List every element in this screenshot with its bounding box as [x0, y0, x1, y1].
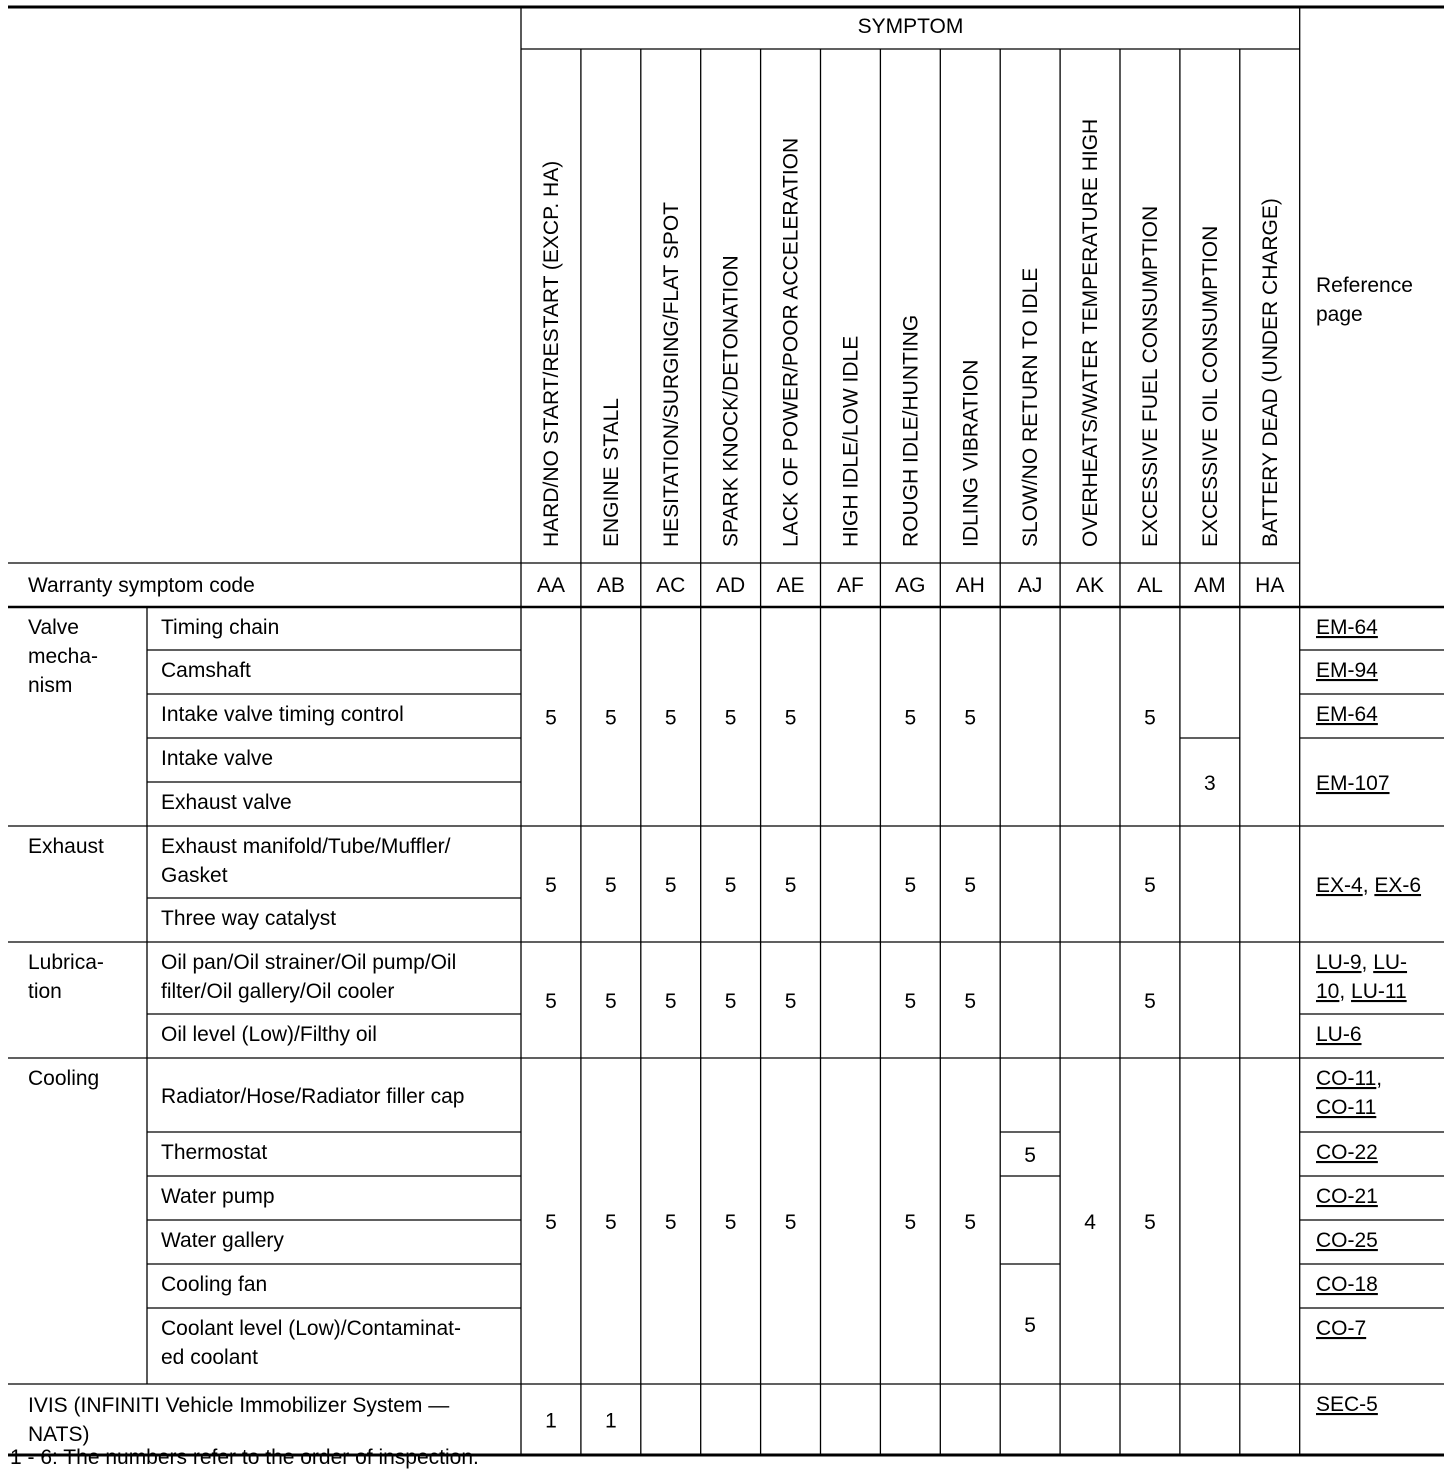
symptom-column-label: HARD/NO START/RESTART (EXCP. HA) — [539, 160, 563, 547]
sub-item-label: ed coolant — [161, 1346, 258, 1369]
warranty-code: AA — [536, 574, 565, 597]
reference-line — [1316, 874, 1421, 897]
inspection-order-value: 5 — [1024, 1314, 1036, 1337]
sub-item-label: Water pump — [161, 1185, 275, 1208]
sub-item-label: Radiator/Hose/Radiator filler cap — [161, 1085, 465, 1108]
warranty-code: AM — [1194, 574, 1226, 597]
inspection-order-value: 5 — [664, 874, 677, 897]
reference-link[interactable]: CO-18 — [1316, 1273, 1378, 1296]
inspection-order-value: 5 — [664, 990, 677, 1013]
warranty-code: AB — [596, 574, 625, 597]
inspection-order-value: 5 — [545, 1211, 557, 1234]
symptom-column-label: ROUGH IDLE/HUNTING — [899, 314, 923, 547]
reference-header: Reference — [1316, 274, 1413, 297]
inspection-order-value: 5 — [724, 990, 737, 1013]
group-label: Valve — [28, 616, 79, 639]
reference-separator: , — [1339, 980, 1352, 1003]
inspection-order-value: 5 — [724, 874, 737, 897]
group-label: Cooling — [28, 1067, 100, 1090]
warranty-label: Warranty symptom code — [28, 574, 255, 597]
reference-link[interactable]: CO-11 — [1316, 1096, 1377, 1119]
sub-item-label: Gasket — [161, 864, 228, 887]
group-label: Exhaust — [28, 835, 104, 858]
inspection-order-value: 5 — [1144, 874, 1156, 897]
warranty-code: AG — [895, 574, 926, 597]
reference-line — [1316, 1096, 1376, 1119]
reference-line — [1316, 1393, 1378, 1416]
inspection-order-value: 5 — [724, 1211, 737, 1234]
inspection-order-value: 5 — [904, 706, 917, 730]
sub-item-label: Exhaust manifold/Tube/Muffler/ — [161, 835, 451, 858]
warranty-code: AJ — [1017, 574, 1043, 597]
sub-item-label: Intake valve — [161, 747, 274, 770]
reference-separator: , — [1376, 1067, 1383, 1090]
reference-line — [1316, 703, 1378, 726]
symptom-column-label: ENGINE STALL — [599, 398, 623, 547]
inspection-order-value: 5 — [664, 706, 677, 730]
inspection-order-value: 5 — [605, 706, 617, 730]
reference-separator: , — [1361, 951, 1374, 974]
inspection-order-value: 5 — [1144, 706, 1156, 730]
reference-link[interactable]: CO-21 — [1316, 1185, 1378, 1208]
reference-line — [1316, 659, 1378, 682]
warranty-code: AF — [837, 574, 864, 597]
group-label: NATS) — [28, 1423, 90, 1446]
inspection-order-value: 5 — [784, 1211, 797, 1234]
reference-link[interactable]: LU- — [1373, 951, 1408, 974]
inspection-order-value: 3 — [1204, 772, 1216, 795]
reference-link[interactable]: LU-9 — [1316, 951, 1362, 974]
inspection-order-value: 5 — [904, 1211, 917, 1234]
inspection-order-value: 5 — [784, 706, 797, 730]
reference-link[interactable]: EM-107 — [1316, 772, 1390, 795]
symptom-column-label: OVERHEATS/WATER TEMPERATURE HIGH — [1079, 118, 1103, 547]
reference-line — [1316, 1229, 1378, 1252]
inspection-order-value: 5 — [605, 1211, 617, 1234]
inspection-order-value: 5 — [664, 1211, 677, 1234]
inspection-order-value: 5 — [1144, 1211, 1156, 1234]
reference-line — [1316, 772, 1390, 795]
symptom-column-label: HIGH IDLE/LOW IDLE — [839, 335, 863, 547]
inspection-order-value: 5 — [545, 990, 557, 1013]
symptom-column-label: EXCESSIVE FUEL CONSUMPTION — [1138, 205, 1162, 547]
symptom-column-label: SPARK KNOCK/DETONATION — [719, 255, 743, 547]
sub-item-label: Cooling fan — [161, 1273, 268, 1296]
reference-line — [1316, 980, 1407, 1003]
reference-link[interactable]: EM-64 — [1316, 703, 1378, 726]
sub-item-label: Oil level (Low)/Filthy oil — [161, 1023, 377, 1046]
group-label: Lubrica- — [28, 951, 104, 974]
warranty-code: AD — [716, 574, 746, 597]
sub-item-label: filter/Oil gallery/Oil cooler — [161, 980, 395, 1003]
symptom-column-label: LACK OF POWER/POOR ACCELERATION — [779, 137, 803, 547]
inspection-order-value: 5 — [964, 1211, 977, 1234]
reference-line — [1316, 1273, 1378, 1296]
reference-header: page — [1316, 303, 1363, 326]
inspection-order-value: 5 — [545, 874, 557, 897]
reference-link[interactable]: CO-7 — [1316, 1317, 1367, 1340]
sub-item-label: Intake valve timing control — [161, 703, 404, 726]
inspection-order-value: 5 — [545, 706, 557, 730]
reference-link[interactable]: LU-11 — [1351, 980, 1407, 1003]
inspection-order-value: 5 — [784, 874, 797, 897]
inspection-order-value: 5 — [964, 874, 977, 897]
table-text — [10, 15, 1421, 1469]
reference-link[interactable]: CO-22 — [1316, 1141, 1378, 1164]
inspection-order-value: 5 — [605, 990, 617, 1013]
reference-link[interactable]: EM-94 — [1316, 659, 1378, 682]
symptom-column-label: EXCESSIVE OIL CONSUMPTION — [1198, 225, 1222, 547]
inspection-order-value: 1 — [605, 1409, 617, 1433]
group-label: nism — [28, 674, 73, 697]
inspection-order-value: 5 — [605, 874, 617, 897]
reference-line — [1316, 1185, 1378, 1208]
reference-line — [1316, 1023, 1362, 1046]
symptom-column-label: SLOW/NO RETURN TO IDLE — [1019, 267, 1043, 547]
group-label: tion — [28, 980, 62, 1003]
sub-item-label: Thermostat — [161, 1141, 268, 1164]
warranty-code: AH — [955, 574, 985, 597]
sub-item-label: Three way catalyst — [161, 907, 337, 930]
inspection-order-value: 5 — [724, 706, 737, 730]
symptom-column-label: IDLING VIBRATION — [959, 359, 983, 547]
sub-item-label: Coolant level (Low)/Contaminat- — [161, 1317, 461, 1340]
warranty-code: AC — [656, 574, 686, 597]
footnote: 1 - 6: The numbers refer to the order of inspection. — [10, 1446, 479, 1469]
reference-link[interactable]: SEC-5 — [1316, 1393, 1378, 1416]
symptom-column-label: BATTERY DEAD (UNDER CHARGE) — [1258, 198, 1282, 547]
inspection-order-value: 1 — [545, 1409, 557, 1433]
inspection-order-value: 5 — [904, 990, 917, 1013]
inspection-order-value: 5 — [964, 990, 977, 1013]
reference-link[interactable]: EX-4 — [1316, 874, 1363, 897]
inspection-order-value: 5 — [784, 990, 797, 1013]
reference-link[interactable]: CO-11 — [1316, 1067, 1377, 1090]
reference-separator: , — [1362, 874, 1375, 897]
reference-line — [1316, 1067, 1382, 1090]
warranty-code: AE — [776, 574, 805, 597]
sub-item-label: Camshaft — [161, 659, 251, 682]
sub-item-label: Timing chain — [161, 616, 280, 639]
symptom-header: SYMPTOM — [857, 15, 964, 38]
sub-item-label: Oil pan/Oil strainer/Oil pump/Oil — [161, 951, 457, 974]
group-label: IVIS (INFINITI Vehicle Immobilizer System — — [28, 1394, 450, 1417]
reference-link[interactable]: LU-6 — [1316, 1023, 1362, 1046]
warranty-code: HA — [1255, 574, 1285, 597]
reference-line — [1316, 616, 1378, 639]
group-label: mecha- — [28, 645, 99, 668]
symptom-column-label: HESITATION/SURGING/FLAT SPOT — [659, 202, 683, 547]
inspection-order-value: 5 — [1144, 990, 1156, 1013]
inspection-order-value: 5 — [1024, 1144, 1036, 1167]
reference-line — [1316, 951, 1407, 974]
sub-item-label: Exhaust valve — [161, 791, 292, 814]
sub-item-label: Water gallery — [161, 1229, 284, 1252]
warranty-code: AL — [1137, 574, 1163, 597]
inspection-order-value: 5 — [904, 874, 917, 897]
inspection-order-value: 5 — [964, 706, 977, 730]
reference-line — [1316, 1317, 1366, 1340]
reference-line — [1316, 1141, 1378, 1164]
reference-link[interactable]: EM-64 — [1316, 616, 1378, 639]
inspection-order-value: 4 — [1084, 1211, 1096, 1234]
warranty-code: AK — [1076, 574, 1105, 597]
reference-link[interactable]: EX-6 — [1374, 874, 1422, 897]
reference-link[interactable]: CO-25 — [1316, 1229, 1378, 1252]
reference-link[interactable]: 10 — [1316, 980, 1340, 1003]
